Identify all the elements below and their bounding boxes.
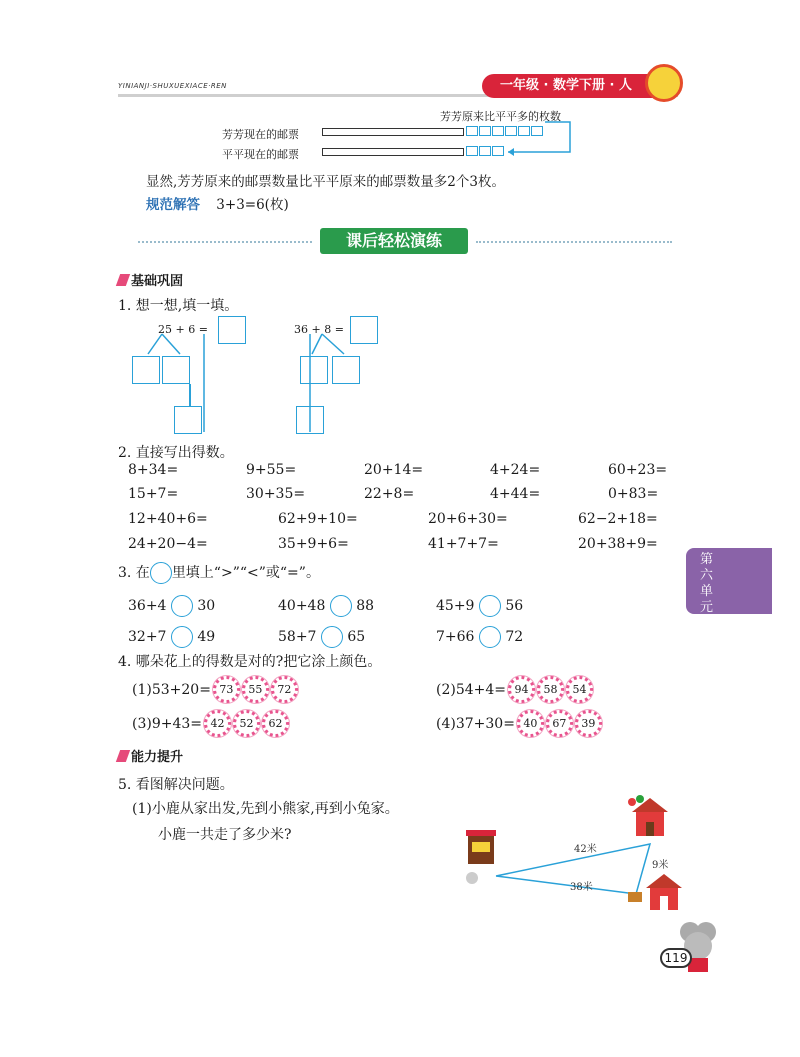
practice-banner: 课后轻松演练 [320, 228, 468, 254]
flower-option[interactable]: 73 [213, 676, 240, 703]
diagram-arrow-icon [500, 118, 580, 160]
dist-top: 42米 [574, 844, 597, 855]
q3-answer-circle[interactable] [171, 626, 193, 648]
q2-item: 4+44= [490, 486, 541, 502]
flower-option[interactable]: 55 [242, 676, 269, 703]
pen-icon [116, 750, 130, 762]
q1-left-split-box-2[interactable] [162, 356, 190, 384]
q1-right-split-box-2[interactable] [332, 356, 360, 384]
banner-divider-right [476, 241, 672, 243]
q4-item-2 [436, 676, 593, 703]
flower-option[interactable]: 62 [262, 710, 289, 737]
q2-item: 12+40+6= [128, 511, 208, 527]
q4-expr: (1)53+20= [132, 681, 211, 698]
q3-right: 72 [505, 628, 524, 645]
flower-option[interactable]: 39 [575, 710, 602, 737]
q1-left-split-box-1[interactable] [132, 356, 160, 384]
q3-left: 7+66 [436, 628, 475, 645]
section-ability-title: 能力提升 [131, 750, 184, 765]
q3-title-b: 里填上“>”“<”或“=”。 [171, 565, 320, 581]
q3-left: 45+9 [436, 597, 475, 614]
header-tab: 一年级 · 数学下册 · 人 [482, 74, 672, 98]
side-tab-char: 第 [700, 552, 714, 567]
q5-title: 5. 看图解决问题。 [118, 777, 234, 793]
header-pinyin: YINIANJI·SHUXUEXIACE·REN [118, 82, 227, 90]
q4-expr: (3)9+43= [132, 715, 203, 732]
diagram-row2-label: 平平现在的邮票 [222, 148, 299, 161]
q3-grid [128, 590, 568, 652]
side-tab-char: 六 [700, 568, 714, 583]
unit-side-tab [686, 548, 772, 614]
q1-right-sum-box[interactable] [296, 406, 324, 434]
route-map [456, 794, 696, 924]
dist-right: 9米 [652, 860, 669, 871]
flower-option[interactable]: 54 [566, 676, 593, 703]
q2-item: 20+6+30= [428, 511, 508, 527]
rabbit-house-icon [466, 830, 496, 884]
q3-left: 40+48 [278, 597, 326, 614]
q1-left-sum-box[interactable] [174, 406, 202, 434]
q1-right-split-box-1[interactable] [300, 356, 328, 384]
q2-item: 22+8= [364, 486, 415, 502]
q3-answer-circle[interactable] [321, 626, 343, 648]
side-tab-char: 单 [700, 584, 714, 599]
page-number: 119 [660, 948, 692, 968]
q2-item: 20+38+9= [578, 536, 658, 552]
header-logo-icon [645, 64, 683, 102]
q3-answer-circle[interactable] [479, 626, 501, 648]
row1-bar [322, 128, 464, 136]
q1-right-expr: 36 + 8 = [294, 323, 344, 336]
q3-left: 36+4 [128, 597, 167, 614]
q5-sub1: (1)小鹿从家出发,先到小熊家,再到小兔家。 [132, 801, 399, 817]
q1-left-expr: 25 + 6 = [158, 323, 208, 336]
q3-right: 49 [197, 628, 216, 645]
q2-item: 35+9+6= [278, 536, 349, 552]
q1-title: 1. 想一想,填一填。 [118, 298, 239, 314]
q4-title: 4. 哪朵花上的得数是对的?把它涂上颜色。 [118, 654, 382, 670]
q2-grid [128, 462, 688, 561]
q2-item: 20+14= [364, 462, 424, 478]
q4-expr: (4)37+30= [436, 715, 515, 732]
explanation-text: 显然,芳芳原来的邮票数量比平平原来的邮票数量多2个3枚。 [146, 174, 505, 190]
q2-item: 4+24= [490, 462, 541, 478]
q5-sub2: 小鹿一共走了多少米? [158, 827, 292, 843]
answer-label: 规范解答 [146, 197, 200, 213]
q4-expr: (2)54+4= [436, 681, 507, 698]
q2-item: 0+83= [608, 486, 659, 502]
q2-item: 8+34= [128, 462, 179, 478]
q3-answer-circle[interactable] [479, 595, 501, 617]
q2-item: 62−2+18= [578, 511, 658, 527]
q3-answer-circle[interactable] [330, 595, 352, 617]
q3-circle-icon [150, 562, 172, 584]
q4-item-3 [132, 710, 289, 737]
side-tab-char: 元 [700, 600, 714, 615]
bear-house-icon [628, 795, 668, 836]
flower-option[interactable]: 42 [204, 710, 231, 737]
flower-option[interactable]: 72 [271, 676, 298, 703]
q3-right: 88 [356, 597, 375, 614]
row2-bar [322, 148, 464, 156]
deer-house-icon [628, 874, 682, 910]
q2-item: 30+35= [246, 486, 306, 502]
q3-right: 30 [197, 597, 216, 614]
flower-option[interactable]: 94 [508, 676, 535, 703]
q2-item: 60+23= [608, 462, 668, 478]
diagram-row1-label: 芳芳现在的邮票 [222, 128, 299, 141]
q2-item: 9+55= [246, 462, 297, 478]
dist-bottom: 38米 [570, 882, 593, 893]
flower-option[interactable]: 67 [546, 710, 573, 737]
flower-option[interactable]: 40 [517, 710, 544, 737]
q3-right: 56 [505, 597, 524, 614]
q2-title: 2. 直接写出得数。 [118, 445, 234, 461]
q1-left-connector [189, 384, 191, 406]
diagram-extra-label: 芳芳原来比平平多的枚数 [440, 110, 561, 123]
q2-item: 24+20−4= [128, 536, 208, 552]
answer-expr: 3+3=6(枚) [216, 197, 289, 213]
q3-right: 65 [347, 628, 366, 645]
section-basic-title: 基础巩固 [131, 274, 184, 289]
q3-left: 32+7 [128, 628, 167, 645]
q2-item: 41+7+7= [428, 536, 499, 552]
flower-option[interactable]: 52 [233, 710, 260, 737]
banner-divider-left [138, 241, 312, 243]
q3-left: 58+7 [278, 628, 317, 645]
flower-option[interactable]: 58 [537, 676, 564, 703]
q3-title-a: 3. 在 [118, 565, 150, 581]
q2-item: 15+7= [128, 486, 179, 502]
pen-icon [116, 274, 130, 286]
q2-item: 62+9+10= [278, 511, 358, 527]
q3-answer-circle[interactable] [171, 595, 193, 617]
q4-item-1 [132, 676, 298, 703]
q4-item-4 [436, 710, 602, 737]
